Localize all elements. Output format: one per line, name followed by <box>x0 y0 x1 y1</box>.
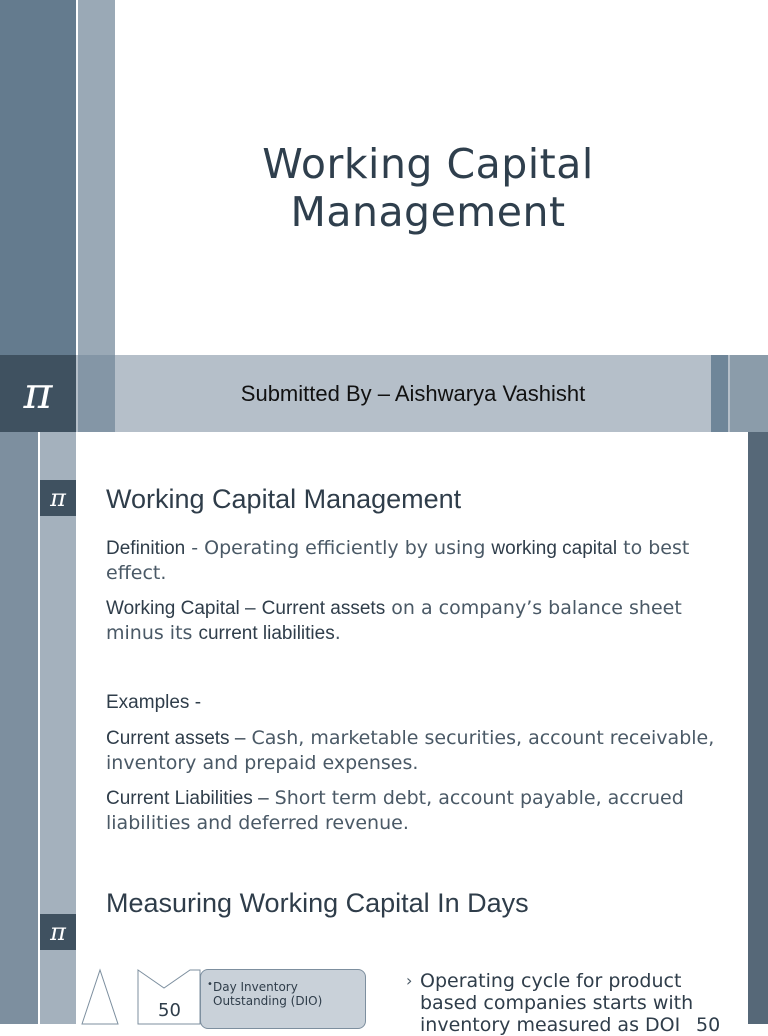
slide-subtitle: Submitted By – Aishwarya Vashisht <box>240 380 586 406</box>
wc-label: Working Capital – <box>106 598 256 619</box>
definition-label: Definition <box>106 538 186 559</box>
dio-line-1: Day Inventory <box>213 980 298 994</box>
bullet-text: Operating cycle for product based companies starts with inventory measured as DOI <box>420 970 694 1036</box>
operating-cycle-bullet <box>406 970 736 1036</box>
definition-text-2: to best effect. <box>106 537 690 584</box>
ca-label: Current assets – <box>106 728 246 749</box>
diagram-value: 50 <box>158 1000 181 1021</box>
wc-keyword-current-assets: Current assets <box>261 598 386 619</box>
wc-keyword-current-liabilities: current liabilities <box>198 623 335 644</box>
decor-bar-right <box>748 866 768 1024</box>
decor-band-right-2 <box>730 355 768 432</box>
pi-icon: π <box>40 480 76 516</box>
definition-keyword: working capital <box>491 538 618 559</box>
bullet-value: 50 <box>696 1014 721 1036</box>
ca-text: Cash, marketable securities, account receivable, inventory and prepaid expenses. <box>106 727 715 774</box>
definition-paragraph <box>106 536 736 585</box>
slide-heading: Measuring Working Capital In Days <box>106 888 529 918</box>
pi-icon: π <box>40 914 76 950</box>
dio-bullet: • <box>207 979 213 990</box>
examples-label <box>106 690 736 715</box>
decor-bar-right <box>748 432 768 866</box>
examples-text: Examples - <box>106 692 202 713</box>
title-slide <box>0 0 768 432</box>
wc-text-2: . <box>334 622 341 644</box>
decor-band-right-1 <box>711 355 728 432</box>
current-liabilities-paragraph <box>106 786 736 835</box>
working-capital-paragraph <box>106 596 736 646</box>
definition-slide <box>0 432 768 866</box>
current-assets-paragraph <box>106 726 736 775</box>
title-line-2: Management <box>290 188 566 236</box>
cl-label: Current Liabilities – <box>106 788 269 809</box>
bullet-chevron-icon: › <box>406 971 413 990</box>
dio-box <box>200 969 366 1029</box>
definition-text-1: - Operating efficiently by using <box>185 537 492 559</box>
cl-text: Short term debt, account payable, accrued liabilities and deferred revenue. <box>106 787 684 834</box>
decor-band-mid <box>78 355 115 432</box>
slide-title <box>140 140 716 236</box>
dio-line-2: Outstanding (DIO) <box>213 994 323 1008</box>
slide-heading: Working Capital Management <box>106 484 462 514</box>
decor-bar-left <box>0 866 38 1024</box>
pi-icon: π <box>23 368 53 419</box>
diagram-arrow-left <box>82 970 118 1024</box>
measuring-slide <box>0 866 768 1036</box>
title-line-1: Working Capital <box>262 140 594 188</box>
decor-bar-left <box>0 432 38 866</box>
wc-text-1: on a company’s balance sheet minus its <box>106 597 682 644</box>
